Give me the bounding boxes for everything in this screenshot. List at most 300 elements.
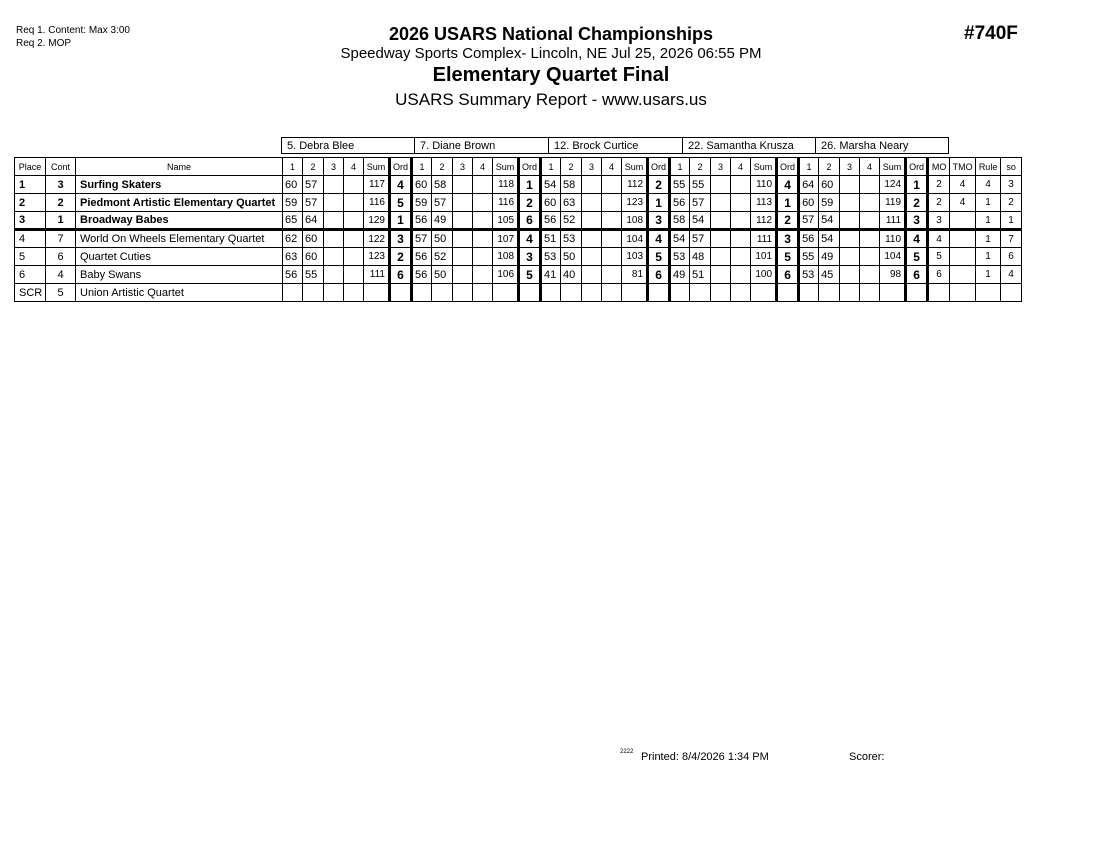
score-cell (840, 266, 860, 284)
so-cell: 3 (1001, 176, 1022, 194)
score-cell (731, 176, 751, 194)
score-cell (324, 284, 344, 302)
place-cell: SCR (15, 284, 46, 302)
sum-cell: 108 (493, 248, 519, 266)
score-cell: 56 (670, 194, 690, 212)
venue-line: Speedway Sports Complex- Lincoln, NE Jul 25, 2026 06:55 PM (340, 45, 762, 62)
score-cell (840, 230, 860, 248)
place-cell: 5 (15, 248, 46, 266)
contestant-number-cell: 5 (46, 284, 76, 302)
tmo-cell: 4 (950, 176, 976, 194)
sum-cell: 100 (751, 266, 777, 284)
rule-cell: 1 (976, 266, 1001, 284)
so-cell: 7 (1001, 230, 1022, 248)
sum-cell (880, 284, 906, 302)
score-cell (453, 194, 473, 212)
col-rule: Rule (976, 158, 1001, 176)
ordinal-cell: 3 (519, 248, 541, 266)
score-cell: 57 (799, 212, 819, 230)
col-sum: Sum (751, 158, 777, 176)
tmo-cell (950, 230, 976, 248)
score-cell (473, 194, 493, 212)
score-cell (453, 176, 473, 194)
so-cell (1001, 284, 1022, 302)
sum-cell: 101 (751, 248, 777, 266)
ordinal-cell: 5 (519, 266, 541, 284)
rule-cell: 4 (976, 176, 1001, 194)
ordinal-cell: 5 (648, 248, 670, 266)
score-cell (602, 284, 622, 302)
score-cell (473, 266, 493, 284)
judge-name-1: 5. Debra Blee (281, 137, 414, 154)
col-score-2: 2 (303, 158, 324, 176)
score-cell (303, 284, 324, 302)
event-title: Elementary Quartet Final (432, 64, 670, 86)
score-cell (344, 248, 364, 266)
ordinal-cell: 6 (648, 266, 670, 284)
score-cell (860, 248, 880, 266)
score-cell: 54 (690, 212, 711, 230)
sum-cell: 104 (880, 248, 906, 266)
score-cell: 62 (283, 230, 303, 248)
team-name-cell: Broadway Babes (76, 212, 283, 230)
score-cell: 57 (690, 194, 711, 212)
score-cell: 55 (799, 248, 819, 266)
score-cell (860, 194, 880, 212)
score-cell: 45 (819, 266, 840, 284)
ordinal-cell: 5 (777, 248, 799, 266)
score-cell (860, 230, 880, 248)
sum-cell: 110 (751, 176, 777, 194)
col-score-3: 3 (711, 158, 731, 176)
sum-cell: 108 (622, 212, 648, 230)
score-cell (582, 284, 602, 302)
ordinal-cell: 6 (906, 266, 928, 284)
score-cell: 58 (670, 212, 690, 230)
score-cell: 57 (303, 194, 324, 212)
sum-cell (493, 284, 519, 302)
rule-cell: 1 (976, 230, 1001, 248)
sum-cell: 110 (880, 230, 906, 248)
score-cell (412, 284, 432, 302)
sum-cell: 111 (751, 230, 777, 248)
score-cell (711, 176, 731, 194)
score-cell (541, 284, 561, 302)
page-title: 2026 USARS National Championships (388, 24, 714, 44)
score-cell (840, 284, 860, 302)
col-ord: Ord (906, 158, 928, 176)
score-cell: 49 (819, 248, 840, 266)
sum-cell: 124 (880, 176, 906, 194)
ordinal-cell: 6 (777, 266, 799, 284)
score-cell (602, 248, 622, 266)
score-cell: 60 (303, 230, 324, 248)
col-score-3: 3 (453, 158, 473, 176)
place-cell: 1 (15, 176, 46, 194)
ordinal-cell: 1 (519, 176, 541, 194)
judge-name-3: 12. Brock Curtice (548, 137, 682, 154)
sum-cell: 81 (622, 266, 648, 284)
sum-cell: 112 (622, 176, 648, 194)
score-cell (473, 248, 493, 266)
sum-cell (364, 284, 390, 302)
score-cell (602, 212, 622, 230)
score-cell: 63 (283, 248, 303, 266)
col-score-3: 3 (582, 158, 602, 176)
score-cell (731, 212, 751, 230)
score-cell (582, 266, 602, 284)
printed-timestamp: Printed: 8/4/2026 1:34 PM (641, 751, 769, 763)
score-cell (602, 266, 622, 284)
score-cell: 55 (303, 266, 324, 284)
score-cell (473, 212, 493, 230)
score-cell: 50 (432, 266, 453, 284)
score-cell (731, 248, 751, 266)
score-cell: 65 (283, 212, 303, 230)
sum-cell: 104 (622, 230, 648, 248)
mo-cell (928, 284, 950, 302)
tmo-cell (950, 212, 976, 230)
score-cell (283, 284, 303, 302)
table-row (15, 194, 1022, 212)
score-cell: 41 (541, 266, 561, 284)
ordinal-cell: 4 (777, 176, 799, 194)
score-cell (860, 266, 880, 284)
col-ord: Ord (777, 158, 799, 176)
rule-cell (976, 284, 1001, 302)
score-cell: 60 (541, 194, 561, 212)
contestant-number-cell: 6 (46, 248, 76, 266)
ordinal-cell: 3 (906, 212, 928, 230)
ordinal-cell: 4 (906, 230, 928, 248)
requirement-2: Req 2. MOP (16, 38, 72, 49)
tmo-cell (950, 284, 976, 302)
score-cell (711, 194, 731, 212)
score-cell (799, 284, 819, 302)
score-cell (582, 248, 602, 266)
table-row (15, 266, 1022, 284)
score-cell: 54 (819, 230, 840, 248)
score-cell (711, 248, 731, 266)
ordinal-cell: 6 (390, 266, 412, 284)
judge-name-2: 7. Diane Brown (414, 137, 548, 154)
score-cell (840, 194, 860, 212)
score-cell: 60 (799, 194, 819, 212)
score-cell: 56 (799, 230, 819, 248)
tmo-cell (950, 266, 976, 284)
col-place: Place (15, 158, 46, 176)
score-cell (324, 230, 344, 248)
score-cell: 52 (561, 212, 582, 230)
score-cell: 60 (283, 176, 303, 194)
sum-cell: 123 (622, 194, 648, 212)
team-name-cell: Baby Swans (76, 266, 283, 284)
sum-cell: 112 (751, 212, 777, 230)
table-row (15, 212, 1022, 230)
ordinal-cell: 3 (648, 212, 670, 230)
sum-cell: 98 (880, 266, 906, 284)
tmo-cell (950, 248, 976, 266)
footer-mark: 2222 (620, 749, 634, 755)
score-cell (473, 284, 493, 302)
ordinal-cell: 2 (906, 194, 928, 212)
score-cell: 50 (561, 248, 582, 266)
event-number: #740F (964, 23, 1018, 44)
col-score-1: 1 (799, 158, 819, 176)
tmo-cell: 4 (950, 194, 976, 212)
score-cell: 51 (541, 230, 561, 248)
score-cell (582, 230, 602, 248)
col-score-1: 1 (283, 158, 303, 176)
results-table (14, 157, 1022, 302)
col-mo: MO (928, 158, 950, 176)
ordinal-cell: 5 (906, 248, 928, 266)
mo-cell: 4 (928, 230, 950, 248)
col-score-4: 4 (344, 158, 364, 176)
place-cell: 6 (15, 266, 46, 284)
so-cell: 1 (1001, 212, 1022, 230)
col-score-3: 3 (324, 158, 344, 176)
team-name-cell: Union Artistic Quartet (76, 284, 283, 302)
sum-cell: 118 (493, 176, 519, 194)
sum-cell: 103 (622, 248, 648, 266)
judge-name-5: 26. Marsha Neary (815, 137, 949, 154)
contestant-number-cell: 1 (46, 212, 76, 230)
report-subtitle: USARS Summary Report - www.usars.us (395, 90, 707, 109)
score-cell: 60 (412, 176, 432, 194)
table-row (15, 248, 1022, 266)
score-cell: 59 (819, 194, 840, 212)
mo-cell: 6 (928, 266, 950, 284)
sum-cell: 129 (364, 212, 390, 230)
score-cell (711, 230, 731, 248)
ordinal-cell (906, 284, 928, 302)
score-cell (840, 176, 860, 194)
col-score-4: 4 (860, 158, 880, 176)
table-row (15, 284, 1022, 302)
score-cell (582, 212, 602, 230)
score-cell (324, 266, 344, 284)
ordinal-cell: 2 (648, 176, 670, 194)
col-score-2: 2 (819, 158, 840, 176)
sum-cell (622, 284, 648, 302)
ordinal-cell: 1 (390, 212, 412, 230)
score-cell: 52 (432, 248, 453, 266)
score-cell: 53 (799, 266, 819, 284)
score-cell (344, 266, 364, 284)
score-cell (453, 266, 473, 284)
col-ord: Ord (648, 158, 670, 176)
ordinal-cell: 6 (519, 212, 541, 230)
score-cell: 58 (561, 176, 582, 194)
column-header-row (15, 158, 1022, 176)
score-cell (860, 176, 880, 194)
score-cell: 55 (690, 176, 711, 194)
col-score-4: 4 (731, 158, 751, 176)
team-name-cell: Quartet Cuties (76, 248, 283, 266)
ordinal-cell (519, 284, 541, 302)
score-cell (711, 212, 731, 230)
score-cell (582, 176, 602, 194)
score-cell (840, 248, 860, 266)
score-cell: 58 (432, 176, 453, 194)
table-row (15, 230, 1022, 248)
score-cell: 59 (412, 194, 432, 212)
score-cell (473, 230, 493, 248)
score-cell (344, 176, 364, 194)
score-cell: 60 (303, 248, 324, 266)
score-cell (344, 194, 364, 212)
ordinal-cell: 1 (777, 194, 799, 212)
score-cell (582, 194, 602, 212)
scorer-label: Scorer: (849, 751, 885, 763)
score-cell (840, 212, 860, 230)
ordinal-cell: 3 (777, 230, 799, 248)
col-cont: Cont (46, 158, 76, 176)
score-cell: 57 (303, 176, 324, 194)
judge-name-4: 22. Samantha Krusza (682, 137, 815, 154)
ordinal-cell: 4 (519, 230, 541, 248)
rule-cell: 1 (976, 212, 1001, 230)
score-cell (432, 284, 453, 302)
score-cell (453, 248, 473, 266)
col-sum: Sum (880, 158, 906, 176)
score-cell (819, 284, 840, 302)
score-cell (602, 194, 622, 212)
so-cell: 2 (1001, 194, 1022, 212)
sum-cell (751, 284, 777, 302)
score-cell: 56 (541, 212, 561, 230)
ordinal-cell: 4 (390, 176, 412, 194)
score-cell (344, 230, 364, 248)
score-cell (324, 248, 344, 266)
ordinal-cell: 1 (906, 176, 928, 194)
col-name: Name (76, 158, 283, 176)
place-cell: 3 (15, 212, 46, 230)
score-cell: 57 (690, 230, 711, 248)
mo-cell: 2 (928, 176, 950, 194)
col-ord: Ord (390, 158, 412, 176)
sum-cell: 113 (751, 194, 777, 212)
score-cell (860, 212, 880, 230)
col-score-1: 1 (541, 158, 561, 176)
score-cell: 53 (561, 230, 582, 248)
score-cell (731, 266, 751, 284)
score-cell: 64 (799, 176, 819, 194)
col-score-1: 1 (412, 158, 432, 176)
col-sum: Sum (622, 158, 648, 176)
mo-cell: 5 (928, 248, 950, 266)
score-cell (324, 212, 344, 230)
ordinal-cell: 2 (519, 194, 541, 212)
score-cell (711, 284, 731, 302)
col-so: so (1001, 158, 1022, 176)
score-cell (453, 212, 473, 230)
score-cell (453, 284, 473, 302)
sum-cell: 123 (364, 248, 390, 266)
ordinal-cell: 1 (648, 194, 670, 212)
sum-cell: 111 (364, 266, 390, 284)
score-cell (670, 284, 690, 302)
score-cell (344, 212, 364, 230)
col-score-2: 2 (561, 158, 582, 176)
score-cell (324, 194, 344, 212)
score-cell: 53 (670, 248, 690, 266)
score-cell (711, 266, 731, 284)
sum-cell: 117 (364, 176, 390, 194)
col-score-4: 4 (473, 158, 493, 176)
score-cell: 57 (432, 194, 453, 212)
col-tmo: TMO (950, 158, 976, 176)
score-cell: 56 (412, 248, 432, 266)
requirement-1: Req 1. Content: Max 3:00 (16, 25, 130, 36)
so-cell: 4 (1001, 266, 1022, 284)
score-cell: 51 (690, 266, 711, 284)
score-cell: 59 (283, 194, 303, 212)
score-cell: 55 (670, 176, 690, 194)
score-cell: 40 (561, 266, 582, 284)
contestant-number-cell: 7 (46, 230, 76, 248)
ordinal-cell: 5 (390, 194, 412, 212)
sum-cell: 105 (493, 212, 519, 230)
score-cell: 49 (432, 212, 453, 230)
score-cell: 56 (283, 266, 303, 284)
rule-cell: 1 (976, 194, 1001, 212)
ordinal-cell (648, 284, 670, 302)
ordinal-cell: 3 (390, 230, 412, 248)
ordinal-cell: 2 (390, 248, 412, 266)
score-cell: 64 (303, 212, 324, 230)
score-cell: 49 (670, 266, 690, 284)
score-cell: 63 (561, 194, 582, 212)
rule-cell: 1 (976, 248, 1001, 266)
score-cell: 48 (690, 248, 711, 266)
score-cell (731, 230, 751, 248)
score-cell: 54 (819, 212, 840, 230)
col-score-1: 1 (670, 158, 690, 176)
sum-cell: 106 (493, 266, 519, 284)
score-cell: 53 (541, 248, 561, 266)
col-sum: Sum (493, 158, 519, 176)
score-cell (690, 284, 711, 302)
team-name-cell: World On Wheels Elementary Quartet (76, 230, 283, 248)
sum-cell: 107 (493, 230, 519, 248)
score-cell (602, 230, 622, 248)
col-ord: Ord (519, 158, 541, 176)
score-cell: 54 (670, 230, 690, 248)
score-cell (453, 230, 473, 248)
sum-cell: 111 (880, 212, 906, 230)
contestant-number-cell: 3 (46, 176, 76, 194)
team-name-cell: Surfing Skaters (76, 176, 283, 194)
col-score-4: 4 (602, 158, 622, 176)
score-cell: 56 (412, 266, 432, 284)
score-cell (602, 176, 622, 194)
score-cell: 50 (432, 230, 453, 248)
score-cell (473, 176, 493, 194)
contestant-number-cell: 2 (46, 194, 76, 212)
place-cell: 4 (15, 230, 46, 248)
col-sum: Sum (364, 158, 390, 176)
score-cell (324, 176, 344, 194)
score-cell: 56 (412, 212, 432, 230)
contestant-number-cell: 4 (46, 266, 76, 284)
ordinal-cell (390, 284, 412, 302)
sum-cell: 119 (880, 194, 906, 212)
ordinal-cell: 4 (648, 230, 670, 248)
score-cell (731, 284, 751, 302)
sum-cell: 116 (493, 194, 519, 212)
